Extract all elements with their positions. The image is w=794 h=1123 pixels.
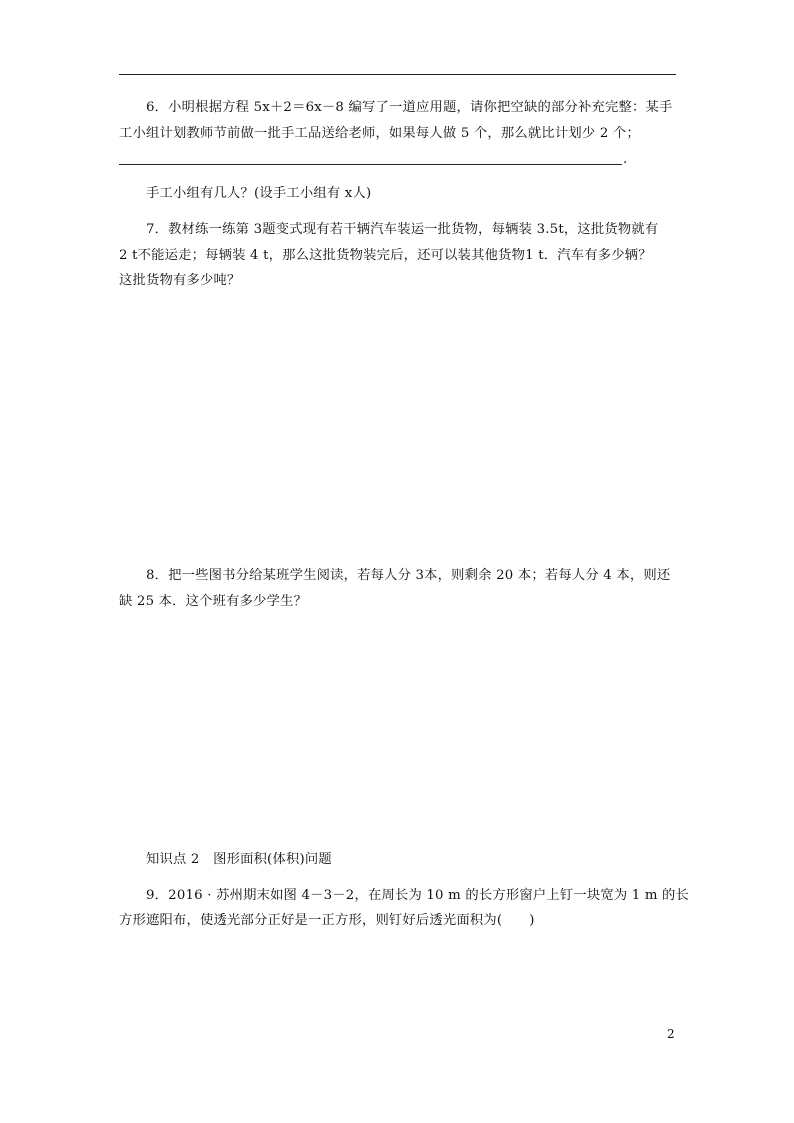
knowledge-point-heading: 知识点 2 图形面积(体积)问题 (146, 852, 332, 867)
answer-blank-period: . (623, 152, 628, 167)
question-8-line-1: 8．把一些图书分给某班学生阅读，若每人分 3本，则剩余 20 本；若每人分 4 本，则还 (146, 568, 671, 583)
question-8-line-2: 缺 25 本．这个班有多少学生？ (119, 594, 308, 609)
question-9-line-1: 9．2016 · 苏州期末如图 4－3－2，在周长为 10 m 的长方形窗户上钉一块宽为 1 m 的长 (146, 888, 690, 903)
header-rule (119, 74, 676, 75)
page-number: 2 (667, 1027, 675, 1041)
question-6-line-2: 工小组计划教师节前做一批手工品送给老师，如果每人做 5 个，那么就比计划少 2 个； (119, 126, 640, 141)
answer-blank[interactable] (119, 164, 622, 165)
question-7-line-1: 7．教材练一练第 3题变式现有若干辆汽车装运一批货物，每辆装 3.5t，这批货物就有 (146, 222, 659, 237)
question-7-line-3: 这批货物有多少吨？ (119, 273, 241, 288)
question-7-line-2: 2 t不能运走；每辆装 4 t，那么这批货物装完后，还可以装其他货物1 t．汽车有多少辆？ (119, 248, 652, 263)
question-6-line-3: 手工小组有几人？(设手工小组有 x人) (146, 186, 372, 201)
question-6-line-1: 6．小明根据方程 5x＋2＝6x－8 编写了一道应用题，请你把空缺的部分补充完整：某手 (146, 100, 673, 115)
question-9-line-2: 方形遮阳布，使透光部分正好是一正方形，则钉好后透光面积为( ) (119, 913, 535, 928)
